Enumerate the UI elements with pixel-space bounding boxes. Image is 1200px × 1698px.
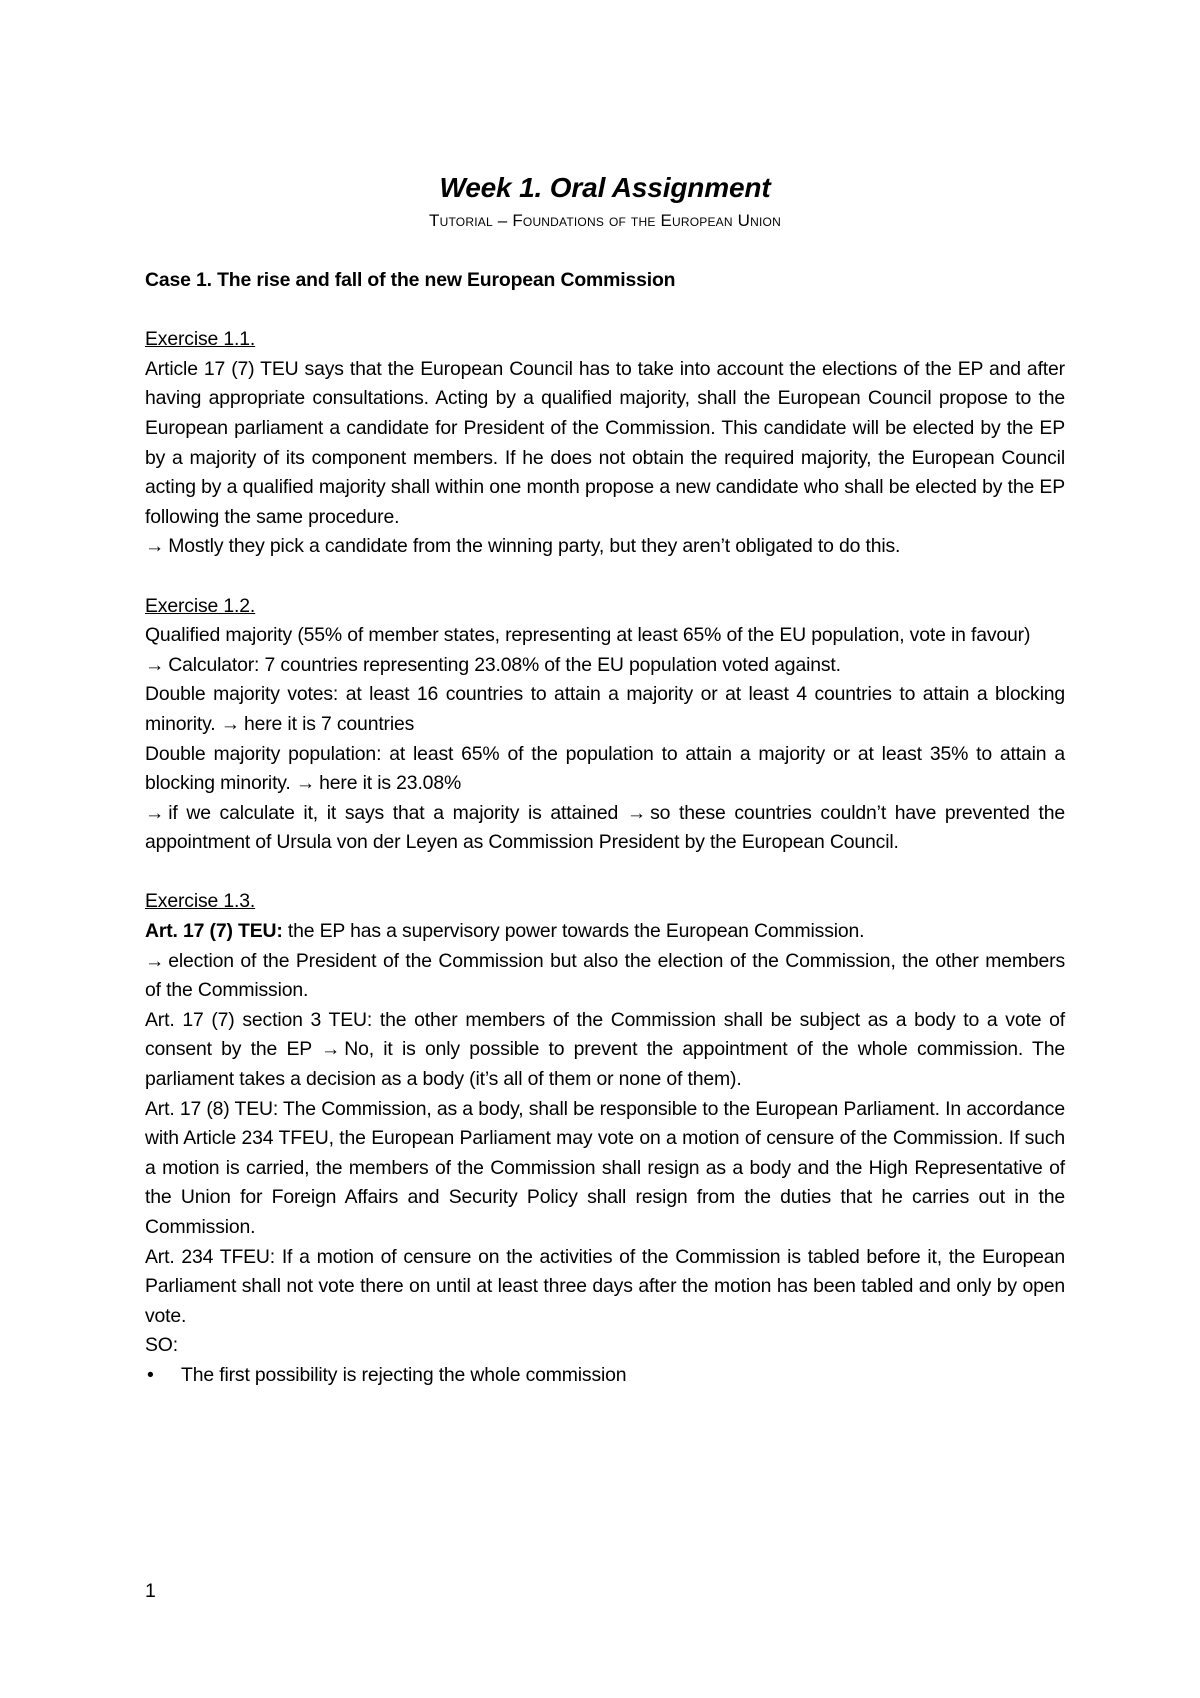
exercise-1-1-arrow-line <box>145 532 1065 562</box>
document-subtitle: Tutorial – Foundations of the European Union <box>429 211 781 230</box>
page-number: 1 <box>145 1580 156 1602</box>
exercise-1-3-article-17-7-s3 <box>145 1006 1065 1095</box>
exercise-1-3-article-17-7 <box>145 917 1065 947</box>
population-result-text: here it is 23.08% <box>319 772 462 795</box>
exercise-1-2-votes-line <box>145 680 1065 739</box>
arrow-icon: → <box>145 535 165 558</box>
arrow-line-text: Mostly they pick a candidate from the winning party, but they aren’t obligated to do this. <box>168 535 901 558</box>
list-item <box>145 1361 1065 1391</box>
exercise-1-3-article-234: Art. 234 TFEU: If a motion of censure on the activities of the Commission is tabled before it, the European Parliament shall not vote there on until at least three days after the motion has been tabled and only by open vote. <box>145 1245 1065 1327</box>
arrow-icon: → <box>145 801 165 824</box>
population-text: Double majority population: at least 65% of the population to attain a majority or at least 35% to attain a blocking minority. <box>145 742 1065 795</box>
spacer <box>145 562 1065 592</box>
exercise-1-2-calculator-line <box>145 651 1065 681</box>
arrow-line-text: election of the President of the Commission but also the election of the Commission, the other members of the Commission. <box>145 949 1065 1002</box>
exercise-1-3-article-17-8: Art. 17 (8) TEU: The Commission, as a body, shall be responsible to the European Parliament. In accordance with Article 234 TFEU, the European Parliament may vote on a motion of censure of the Commission. If such a motion is carried, the members of the Commission shall resign as a body and the High Representative of the Union for Foreign Affairs and Security Policy shall resign from the duties that he carries out in the Commission. <box>145 1097 1065 1238</box>
conclusion-text-b: so these countries couldn’t have prevented the appointment of Ursula von der Leyen as Commission President by the European Council. <box>145 801 1065 854</box>
exercise-1-2-conclusion <box>145 799 1065 858</box>
arrow-icon: → <box>321 1038 341 1061</box>
exercise-1-2-population-line <box>145 740 1065 799</box>
votes-result-text: here it is 7 countries <box>243 712 415 735</box>
arrow-icon: → <box>220 712 240 735</box>
votes-text: Double majority votes: at least 16 countries to attain a majority or at least 4 countries to attain a blocking minority. <box>145 683 1065 735</box>
article-text: Art. 17 (7) section 3 TEU: the other members of the Commission shall be subject as a body to a vote of consent by the EP <box>145 1008 1065 1061</box>
exercise-1-2-heading: Exercise 1.2. <box>145 594 256 617</box>
exercise-1-2-paragraph: Qualified majority (55% of member states, representing at least 65% of the EU population, vote in favour) <box>145 624 1031 647</box>
document-body <box>145 170 1065 1391</box>
exercise-1-3-arrow-line <box>145 947 1065 1006</box>
arrow-icon: → <box>145 949 165 972</box>
spacer <box>145 858 1065 888</box>
arrow-icon: → <box>626 801 647 824</box>
calculator-text: Calculator: 7 countries representing 23.08% of the EU population voted against. <box>168 653 841 676</box>
bullet-list <box>145 1361 1065 1391</box>
exercise-1-3-heading: Exercise 1.3. <box>145 890 256 913</box>
case-heading: Case 1. The rise and fall of the new European Commission <box>145 269 676 291</box>
exercise-1-1-heading: Exercise 1.1. <box>145 328 256 351</box>
list-item-text: The first possibility is rejecting the whole commission <box>181 1363 627 1386</box>
arrow-icon: → <box>145 653 165 676</box>
so-label: SO: <box>145 1334 178 1357</box>
article-answer-text: No, it is only possible to prevent the appointment of the whole commission. The parliament takes a decision as a body (it’s all of them or none of them). <box>145 1038 1066 1091</box>
article-label: Art. 17 (7) TEU: <box>145 920 283 943</box>
document-title: Week 1. Oral Assignment <box>439 172 771 203</box>
conclusion-text-a: if we calculate it, it says that a majority is attained <box>168 801 619 824</box>
exercise-1-1-paragraph: Article 17 (7) TEU says that the European Council has to take into account the elections of the EP and after having appropriate consultations. Acting by a qualified majority, shall the European Council propose to the European parliament a candidate for President of the Commission. This candidate will be elected by the EP by a majority of its component members. If he does not obtain the required majority, the European Council acting by a qualified majority shall within one month propose a new candidate who shall be elected by the EP following the same procedure. <box>145 357 1065 528</box>
bullet-icon: • <box>147 1363 154 1386</box>
arrow-icon: → <box>295 772 316 795</box>
article-text: the EP has a supervisory power towards the European Commission. <box>282 920 865 943</box>
spacer <box>145 296 1065 326</box>
